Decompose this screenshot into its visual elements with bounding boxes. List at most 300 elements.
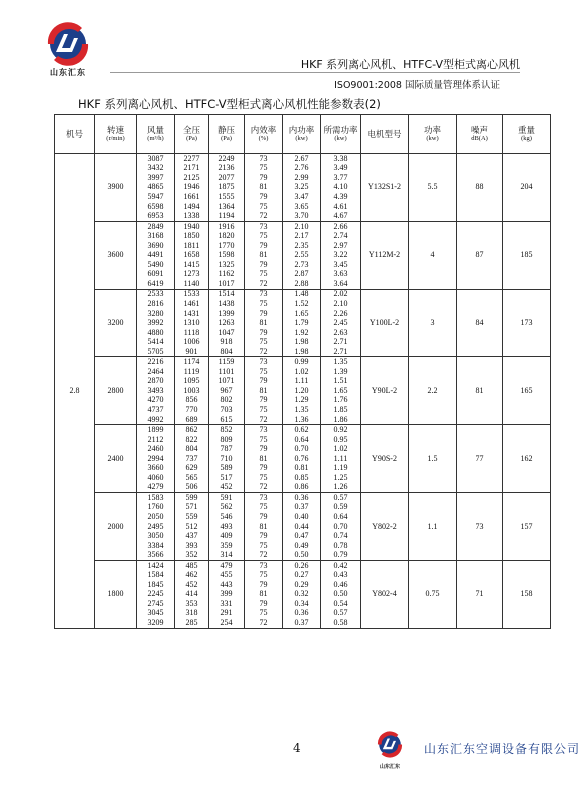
data-cell: 79 (245, 173, 283, 183)
data-cell: 285 (175, 618, 209, 628)
data-cell: 1159 (209, 357, 245, 367)
data-cell: 409 (209, 531, 245, 541)
data-cell: 0.37 (283, 618, 321, 628)
data-cell: 4737 (137, 405, 175, 415)
column-header-unit: dB(A) (471, 135, 488, 142)
noise-cell: 88 (457, 154, 503, 222)
table-title: HKF 系列离心风机、HTFC-V型柜式离心风机性能参数表(2) (78, 97, 381, 111)
speed-cell: 1800 (95, 560, 137, 628)
data-cell: 1118 (175, 328, 209, 338)
data-cell: 546 (209, 512, 245, 522)
data-cell: 1946 (175, 183, 209, 193)
column-header-unit: (r/min) (106, 135, 125, 142)
data-cell: 0.54 (321, 599, 361, 609)
data-cell: 1661 (175, 192, 209, 202)
data-cell: 4060 (137, 473, 175, 483)
data-cell: 565 (175, 473, 209, 483)
data-cell: 0.86 (283, 483, 321, 493)
data-cell: 1916 (209, 221, 245, 231)
speed-cell: 2800 (95, 357, 137, 425)
data-cell: 79 (245, 464, 283, 474)
table-row (55, 154, 551, 164)
data-cell: 1850 (175, 231, 209, 241)
noise-cell: 84 (457, 289, 503, 357)
data-cell: 3384 (137, 541, 175, 551)
data-cell: 1598 (209, 250, 245, 260)
data-cell: 75 (245, 609, 283, 619)
data-cell: 2.55 (283, 250, 321, 260)
data-cell: 72 (245, 211, 283, 221)
data-cell: 452 (209, 483, 245, 493)
data-cell: 901 (175, 347, 209, 357)
data-cell: 0.37 (283, 503, 321, 513)
data-cell: 81 (245, 250, 283, 260)
data-cell: 1140 (175, 279, 209, 289)
data-cell: 0.27 (283, 571, 321, 581)
data-cell: 2.10 (283, 221, 321, 231)
data-cell: 1095 (175, 377, 209, 387)
footer-company-name: 山东汇东空调设备有限公司 (424, 742, 581, 756)
data-cell: 1.11 (321, 454, 361, 464)
data-cell: 918 (209, 337, 245, 347)
footer-logo-emblem-icon (372, 731, 408, 758)
data-cell: 0.81 (283, 464, 321, 474)
data-cell: 79 (245, 599, 283, 609)
data-cell: 81 (245, 318, 283, 328)
data-cell: 1555 (209, 192, 245, 202)
data-cell: 1415 (175, 260, 209, 270)
data-cell: 0.70 (321, 522, 361, 532)
column-header-unit: (Pa) (186, 135, 197, 142)
company-logo (38, 22, 98, 78)
data-cell: 615 (209, 415, 245, 425)
speed-cell: 3600 (95, 221, 137, 289)
motor-power-cell: 1.1 (409, 493, 457, 561)
column-header-name: 全压 (182, 124, 200, 135)
data-cell: 1162 (209, 270, 245, 280)
data-cell: 3.77 (321, 173, 361, 183)
data-cell: 75 (245, 571, 283, 581)
data-cell: 3.45 (321, 260, 361, 270)
data-cell: 75 (245, 299, 283, 309)
data-cell: 1.98 (283, 337, 321, 347)
page-number: 4 (293, 741, 301, 755)
data-cell: 0.99 (283, 357, 321, 367)
data-cell: 5947 (137, 192, 175, 202)
data-cell: 0.76 (283, 454, 321, 464)
data-cell: 0.58 (321, 618, 361, 628)
data-cell: 1.19 (321, 464, 361, 474)
data-cell: 2994 (137, 454, 175, 464)
logo-emblem-icon (38, 22, 98, 66)
data-cell: 75 (245, 164, 283, 174)
data-cell: 2.35 (283, 241, 321, 251)
data-cell: 75 (245, 405, 283, 415)
data-cell: 710 (209, 454, 245, 464)
data-cell: 1424 (137, 560, 175, 570)
data-cell: 2495 (137, 522, 175, 532)
data-cell: 1.52 (283, 299, 321, 309)
column-header-name: 机号 (65, 128, 83, 139)
data-cell: 393 (175, 541, 209, 551)
data-cell: 967 (209, 386, 245, 396)
speed-cell: 3200 (95, 289, 137, 357)
data-cell: 318 (175, 609, 209, 619)
data-cell: 1533 (175, 289, 209, 299)
data-cell: 571 (175, 503, 209, 513)
column-header-name: 功率 (423, 124, 441, 135)
data-cell: 0.40 (283, 512, 321, 522)
data-cell: 4.10 (321, 183, 361, 193)
motor-model-cell: Y90L-2 (361, 357, 409, 425)
weight-cell: 162 (503, 425, 551, 493)
table-row (55, 425, 551, 435)
data-cell: 1.11 (283, 377, 321, 387)
data-cell: 1.65 (283, 309, 321, 319)
data-cell: 75 (245, 231, 283, 241)
data-cell: 599 (175, 493, 209, 503)
data-cell: 1760 (137, 503, 175, 513)
data-cell: 703 (209, 405, 245, 415)
data-cell: 1514 (209, 289, 245, 299)
data-cell: 2.71 (321, 337, 361, 347)
speed-cell: 2400 (95, 425, 137, 493)
data-cell: 75 (245, 503, 283, 513)
data-cell: 2245 (137, 590, 175, 600)
column-header-unit: (kw) (426, 135, 439, 142)
motor-power-cell: 0.75 (409, 560, 457, 628)
data-cell: 79 (245, 580, 283, 590)
data-cell: 4.67 (321, 211, 361, 221)
data-cell: 506 (175, 483, 209, 493)
data-cell: 3.47 (283, 192, 321, 202)
data-cell: 1047 (209, 328, 245, 338)
data-cell: 0.46 (321, 580, 361, 590)
data-cell: 2.10 (321, 299, 361, 309)
data-cell: 81 (245, 386, 283, 396)
data-cell: 359 (209, 541, 245, 551)
data-cell: 802 (209, 396, 245, 406)
data-cell: 2.66 (321, 221, 361, 231)
data-cell: 862 (175, 425, 209, 435)
data-cell: 3992 (137, 318, 175, 328)
data-cell: 0.26 (283, 560, 321, 570)
data-cell: 75 (245, 541, 283, 551)
data-cell: 72 (245, 483, 283, 493)
data-cell: 72 (245, 618, 283, 628)
data-cell: 1.35 (321, 357, 361, 367)
data-cell: 2.67 (283, 154, 321, 164)
data-cell: 73 (245, 357, 283, 367)
data-cell: 589 (209, 464, 245, 474)
data-cell: 2277 (175, 154, 209, 164)
data-cell: 2464 (137, 367, 175, 377)
data-cell: 5705 (137, 347, 175, 357)
data-cell: 804 (175, 444, 209, 454)
data-cell: 3.25 (283, 183, 321, 193)
data-cell: 6091 (137, 270, 175, 280)
data-cell: 2.97 (321, 241, 361, 251)
table-header-row (55, 115, 551, 154)
data-cell: 1461 (175, 299, 209, 309)
data-cell: 79 (245, 328, 283, 338)
data-cell: 4880 (137, 328, 175, 338)
motor-model-cell: Y802-4 (361, 560, 409, 628)
column-header-name: 内功率 (288, 124, 315, 135)
data-cell: 0.59 (321, 503, 361, 513)
data-cell: 81 (245, 183, 283, 193)
data-cell: 3690 (137, 241, 175, 251)
weight-cell: 185 (503, 221, 551, 289)
data-cell: 0.42 (321, 560, 361, 570)
data-cell: 1584 (137, 571, 175, 581)
data-cell: 1338 (175, 211, 209, 221)
data-cell: 479 (209, 560, 245, 570)
motor-power-cell: 5.5 (409, 154, 457, 222)
data-cell: 2.87 (283, 270, 321, 280)
data-cell: 0.29 (283, 580, 321, 590)
data-cell: 689 (175, 415, 209, 425)
data-cell: 462 (175, 571, 209, 581)
data-cell: 770 (175, 405, 209, 415)
data-cell: 73 (245, 560, 283, 570)
data-cell: 75 (245, 270, 283, 280)
performance-table (54, 114, 551, 629)
data-cell: 79 (245, 260, 283, 270)
data-cell: 4.61 (321, 202, 361, 212)
data-cell: 0.57 (321, 609, 361, 619)
motor-model-cell: Y802-2 (361, 493, 409, 561)
data-cell: 1.98 (283, 347, 321, 357)
data-cell: 5490 (137, 260, 175, 270)
table-row (55, 493, 551, 503)
column-header (95, 115, 137, 154)
data-cell: 852 (209, 425, 245, 435)
data-cell: 0.95 (321, 435, 361, 445)
column-header (283, 115, 321, 154)
column-header (503, 115, 551, 154)
data-cell: 3050 (137, 531, 175, 541)
data-cell: 2870 (137, 377, 175, 387)
data-cell: 79 (245, 512, 283, 522)
data-cell: 254 (209, 618, 245, 628)
data-cell: 1.79 (283, 318, 321, 328)
data-cell: 81 (245, 454, 283, 464)
data-cell: 0.85 (283, 473, 321, 483)
data-cell: 787 (209, 444, 245, 454)
data-cell: 455 (209, 571, 245, 581)
motor-power-cell: 1.5 (409, 425, 457, 493)
table-row (55, 357, 551, 367)
data-cell: 737 (175, 454, 209, 464)
data-cell: 79 (245, 309, 283, 319)
data-cell: 6598 (137, 202, 175, 212)
data-cell: 0.47 (283, 531, 321, 541)
data-cell: 1820 (209, 231, 245, 241)
data-cell: 2125 (175, 173, 209, 183)
data-cell: 591 (209, 493, 245, 503)
data-cell: 79 (245, 444, 283, 454)
data-cell: 0.64 (283, 435, 321, 445)
data-cell: 2745 (137, 599, 175, 609)
data-cell: 2112 (137, 435, 175, 445)
data-cell: 1.48 (283, 289, 321, 299)
data-cell: 352 (175, 550, 209, 560)
data-cell: 0.50 (283, 550, 321, 560)
data-cell: 81 (245, 522, 283, 532)
data-cell: 2.71 (321, 347, 361, 357)
noise-cell: 77 (457, 425, 503, 493)
data-cell: 1.65 (321, 386, 361, 396)
data-cell: 485 (175, 560, 209, 570)
noise-cell: 87 (457, 221, 503, 289)
data-cell: 1017 (209, 279, 245, 289)
data-cell: 3087 (137, 154, 175, 164)
data-cell: 443 (209, 580, 245, 590)
data-cell: 1811 (175, 241, 209, 251)
data-cell: 2533 (137, 289, 175, 299)
data-cell: 0.92 (321, 425, 361, 435)
column-header-name: 重量 (517, 124, 535, 135)
data-cell: 3.63 (321, 270, 361, 280)
footer-logo-label: 山东汇东 (379, 764, 400, 770)
data-cell: 0.36 (283, 609, 321, 619)
data-cell: 804 (209, 347, 245, 357)
data-cell: 0.62 (283, 425, 321, 435)
motor-model-cell: Y100L-2 (361, 289, 409, 357)
data-cell: 3566 (137, 550, 175, 560)
column-header (457, 115, 503, 154)
column-header-unit: (kw) (295, 135, 308, 142)
data-cell: 1583 (137, 493, 175, 503)
data-cell: 3997 (137, 173, 175, 183)
motor-model-cell: Y112M-2 (361, 221, 409, 289)
column-header (209, 115, 245, 154)
column-header (409, 115, 457, 154)
data-cell: 822 (175, 435, 209, 445)
data-cell: 2171 (175, 164, 209, 174)
data-cell: 0.44 (283, 522, 321, 532)
machine-number-cell: 2.8 (55, 154, 95, 629)
data-cell: 399 (209, 590, 245, 600)
logo-label: 山东汇东 (50, 68, 86, 77)
data-cell: 75 (245, 435, 283, 445)
data-cell: 3493 (137, 386, 175, 396)
column-header-unit: (kw) (334, 135, 347, 142)
data-cell: 1.85 (321, 405, 361, 415)
column-header (321, 115, 361, 154)
data-cell: 0.74 (321, 531, 361, 541)
column-header-name: 噪声 (470, 124, 488, 135)
data-cell: 1438 (209, 299, 245, 309)
speed-cell: 3900 (95, 154, 137, 222)
table-row (55, 221, 551, 231)
data-cell: 1.92 (283, 328, 321, 338)
data-cell: 2.63 (321, 328, 361, 338)
data-cell: 72 (245, 550, 283, 560)
data-cell: 1174 (175, 357, 209, 367)
data-cell: 2216 (137, 357, 175, 367)
data-cell: 1194 (209, 211, 245, 221)
data-cell: 517 (209, 473, 245, 483)
data-cell: 73 (245, 493, 283, 503)
column-header-name: 所需功率 (323, 124, 358, 135)
data-cell: 4.39 (321, 192, 361, 202)
data-cell: 4865 (137, 183, 175, 193)
data-cell: 1263 (209, 318, 245, 328)
data-cell: 3432 (137, 164, 175, 174)
data-cell: 1364 (209, 202, 245, 212)
column-header (245, 115, 283, 154)
data-cell: 1431 (175, 309, 209, 319)
column-header-unit: (Pa) (221, 135, 232, 142)
data-cell: 331 (209, 599, 245, 609)
data-cell: 314 (209, 550, 245, 560)
data-cell: 2849 (137, 221, 175, 231)
column-header-name: 转速 (106, 124, 124, 135)
data-cell: 0.36 (283, 493, 321, 503)
data-cell: 1.20 (283, 386, 321, 396)
data-cell: 0.64 (321, 512, 361, 522)
data-cell: 4279 (137, 483, 175, 493)
data-cell: 2050 (137, 512, 175, 522)
data-cell: 512 (175, 522, 209, 532)
data-cell: 1006 (175, 337, 209, 347)
data-cell: 1.02 (283, 367, 321, 377)
header-title: HKF 系列离心风机、HTFC-V型柜式离心风机 (300, 58, 520, 71)
data-cell: 2816 (137, 299, 175, 309)
data-cell: 0.43 (321, 571, 361, 581)
speed-cell: 2000 (95, 493, 137, 561)
data-cell: 6419 (137, 279, 175, 289)
data-cell: 1.86 (321, 415, 361, 425)
data-cell: 2249 (209, 154, 245, 164)
data-cell: 6953 (137, 211, 175, 221)
data-cell: 3.38 (321, 154, 361, 164)
data-cell: 75 (245, 202, 283, 212)
data-cell: 2136 (209, 164, 245, 174)
data-cell: 1658 (175, 250, 209, 260)
data-cell: 81 (245, 590, 283, 600)
noise-cell: 73 (457, 493, 503, 561)
data-cell: 1770 (209, 241, 245, 251)
data-cell: 72 (245, 415, 283, 425)
data-cell: 437 (175, 531, 209, 541)
motor-power-cell: 3 (409, 289, 457, 357)
data-cell: 72 (245, 279, 283, 289)
header-certification: ISO9001:2008 国际质量管理体系认证 (334, 80, 500, 91)
motor-power-cell: 4 (409, 221, 457, 289)
column-header-name: 静压 (217, 124, 235, 135)
data-cell: 2.76 (283, 164, 321, 174)
weight-cell: 173 (503, 289, 551, 357)
data-cell: 856 (175, 396, 209, 406)
data-cell: 414 (175, 590, 209, 600)
data-cell: 2.74 (321, 231, 361, 241)
column-header-name: 内效率 (250, 124, 277, 135)
data-cell: 2077 (209, 173, 245, 183)
data-cell: 73 (245, 425, 283, 435)
data-cell: 562 (209, 503, 245, 513)
column-header (55, 115, 95, 154)
data-cell: 1.26 (321, 483, 361, 493)
weight-cell: 157 (503, 493, 551, 561)
weight-cell: 158 (503, 560, 551, 628)
data-cell: 809 (209, 435, 245, 445)
motor-model-cell: Y132S1-2 (361, 154, 409, 222)
data-cell: 0.34 (283, 599, 321, 609)
noise-cell: 81 (457, 357, 503, 425)
